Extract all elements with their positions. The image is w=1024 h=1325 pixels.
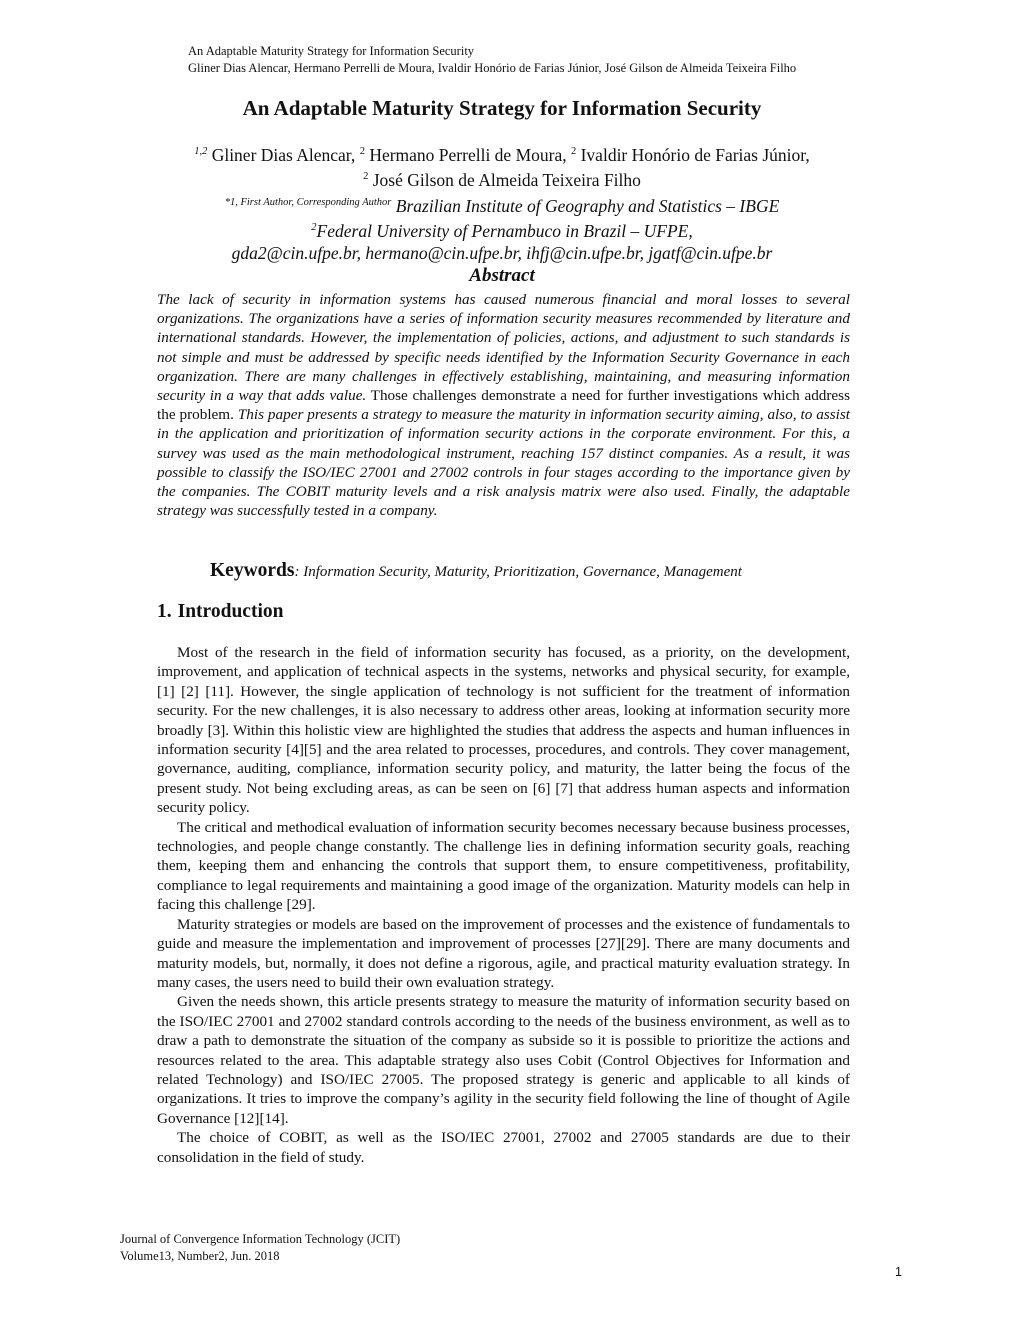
section-number: 1. [157,601,172,622]
author-line-1 [0,141,1004,166]
author-line-2 [0,166,1004,191]
author-3-superscript: 2 [570,146,577,157]
page-number: 1 [895,1265,902,1279]
keywords-line [210,560,742,582]
author-emails: gda2@cin.ufpe.br, hermano@cin.ufpe.br, ihfj@cin.ufpe.br, jgatf@cin.ufpe.br [231,243,773,264]
author-block [0,141,1004,265]
paragraph: Most of the research in the field of information security has focused, as a priority, on the development, improvement, and application of technical aspects in the systems, networks and physical security, for example, [1] [2] [11]. However, the single application of technology is not sufficient for the treatment of information security. For the new challenges, it is also necessary to address other areas, looking at information security more broadly [3]. Within this holistic view are highlighted the studies that address the aspects and human influences in information security [4][5] and the area related to processes, procedures, and controls. They cover management, governance, auditing, compliance, information security policy, and maturity, the latter being the focus of the present study. Not being excluding areas, as can be seen on [6] [7] that address human aspects and information security policy. [157,644,850,817]
keywords-label: Keywords [210,560,295,581]
section-heading [157,601,283,623]
journal-footer [120,1231,400,1265]
journal-volume: Volume13, Number2, Jun. 2018 [120,1249,280,1263]
paragraph: The critical and methodical evaluation of information security becomes necessary because business processes, technologies, and people change constantly. The challenge lies in defining information security goals, reaching them, keeping them and enhancing the controls that support them, to ensure competitiveness, profitability, compliance to legal requirements and maintaining a good image of the organization. Maturity models can help in facing this challenge [29]. [157,818,850,914]
running-header-authors: Gliner Dias Alencar, Hermano Perrelli de Moura, Ivaldir Honório de Farias Júnior, José Gilson de Almeida Teixeira Filho [188,61,797,75]
abstract-text-1: The lack of security in information systems has caused numerous financial and moral losses to several organizations. The organizations have a series of information security measures recommended by literature and international standards. However, the implementation of policies, actions, and adjustment to such standards is not simple and must be addressed by specific needs identified by the Information Security Governance in each organization. There are many challenges in effectively establishing, maintaining, and measuring information security in a way that adds value. [157,291,850,405]
keywords-text: : Information Security, Maturity, Prioritization, Governance, Management [294,564,742,580]
paper-title: An Adaptable Maturity Strategy for Information Security [242,96,762,120]
author-1-superscript: 1,2 [194,146,208,157]
paragraph: Maturity strategies or models are based on the improvement of processes and the existence of fundamentals to guide and measure the implementation and improvement of processes [27][29]. There are many documents and maturity models, but, normally, it does not define a rigorous, agile, and practical maturity evaluation strategy. In many cases, the users need to build their own evaluation strategy. [157,915,850,991]
author-2-superscript: 2 [359,146,365,157]
author-2-name: Hermano Perrelli de Moura, [369,144,567,165]
paragraph: Given the needs shown, this article presents strategy to measure the maturity of information security based on the ISO/IEC 27001 and 27002 standard controls according to the needs of the business environment, as well as to draw a path to demonstrate the situation of the company as subside so it is possible to prioritize the actions and resources related to the area. This adaptable strategy also uses Cobit (Control Objectives for Information and related Technology) and ISO/IEC 27005. The proposed strategy is generic and applicable to all kinds of organizations. It tries to improve the company’s agility in the security field following the line of thought of Agile Governance [12][14]. [157,993,850,1127]
running-header-title: An Adaptable Maturity Strategy for Information Security [188,44,475,58]
abstract-body [157,290,850,520]
abstract-heading: Abstract [469,265,535,286]
paragraph: The choice of COBIT, as well as the ISO/IEC 27001, 27002 and 27005 standards are due to their consolidation in the field of study. [157,1129,850,1166]
introduction-body [157,643,850,1167]
affiliation-2-name: Federal University of Pernambuco in Brazil – UFPE, [316,220,693,241]
affiliation-1 [0,192,1004,217]
corresponding-author-note: *1, First Author, Corresponding Author [224,196,392,208]
section-title: Introduction [177,601,284,622]
abstract-text-2: Those challenges demonstrate a need for further investigations which address the problem. [157,387,850,424]
running-header [188,43,796,77]
abstract-text-3: This paper presents a strategy to measure the maturity in information security aiming, also, to assist in the application and prioritization of information security actions in the corporate environment. For this, a survey was used as the main methodological instrument, reaching 157 distinct companies. As a result, it was possible to classify the ISO/IEC 27001 and 27002 controls in four stages according to the importance given by the companies. The COBIT maturity levels and a risk analysis matrix were also used. Finally, the adaptable strategy was successfully tested in a company. [157,406,850,520]
journal-name: Journal of Convergence Information Technology (JCIT) [120,1232,401,1246]
affiliation-2-superscript: 2 [311,221,317,233]
affiliation-2 [0,217,1004,242]
author-4-superscript: 2 [363,171,369,183]
author-3-name: Ivaldir Honório de Farias Júnior, [580,144,810,165]
author-1-name: Gliner Dias Alencar, [211,144,356,165]
author-4-name: José Gilson de Almeida Teixeira Filho [372,170,641,191]
affiliation-1-name: Brazilian Institute of Geography and Statistics – IBGE [395,195,780,216]
